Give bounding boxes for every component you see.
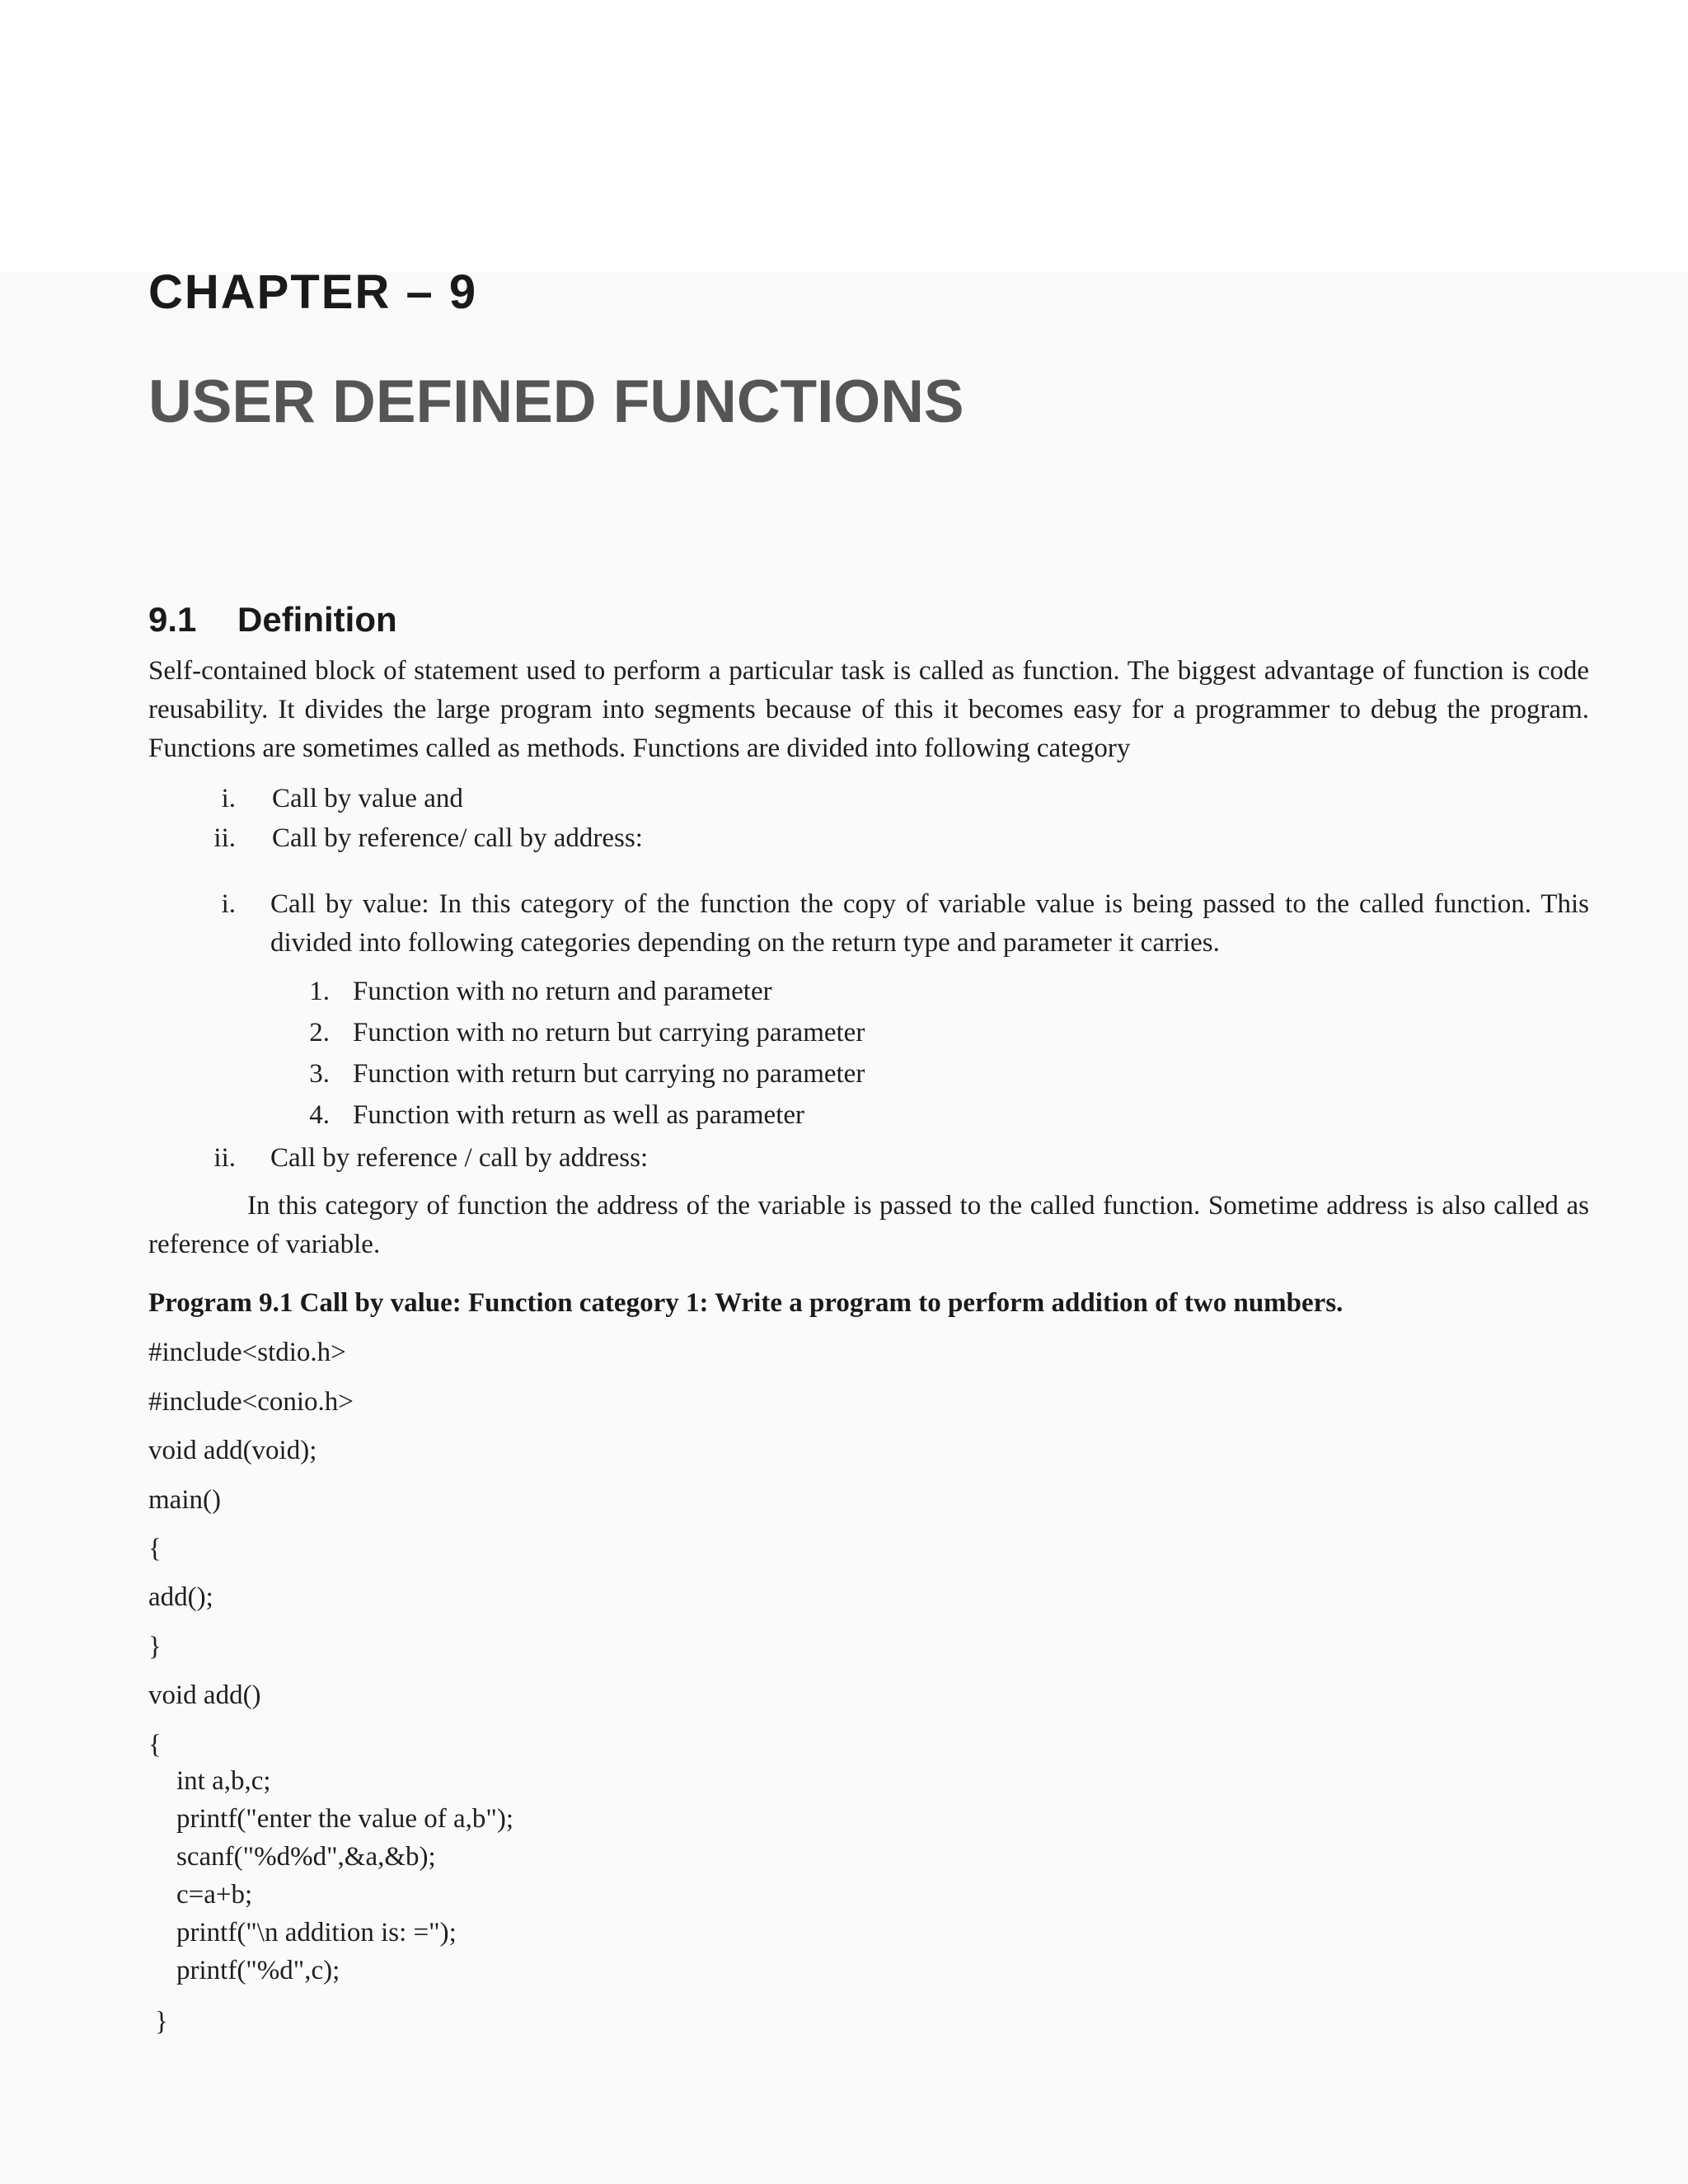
code-line: void add(void); (148, 1436, 317, 1465)
list-marker: 2. (309, 1018, 330, 1047)
chapter-title: USER DEFINED FUNCTIONS (148, 368, 964, 435)
section-heading (148, 595, 397, 644)
section-number: 9.1 (148, 600, 197, 639)
list-item-text: Function with return as well as parameter (353, 1100, 804, 1130)
list-item-text: Function with no return but carrying parameter (353, 1018, 865, 1047)
list-marker: 1. (309, 977, 330, 1006)
list-marker: i. (221, 889, 236, 919)
list-marker: 3. (309, 1059, 330, 1089)
code-line: { (148, 1534, 162, 1563)
list-item-text: Function with no return and parameter (353, 977, 772, 1006)
code-line: int a,b,c; (176, 1766, 271, 1796)
list-item-text: Call by reference / call by address: (270, 1143, 649, 1173)
code-line: void add() (148, 1680, 261, 1710)
code-line: #include<conio.h> (148, 1387, 354, 1417)
call-by-reference-paragraph: In this category of function the address of the variable is passed to the called function. Sometime address is also called as reference of variable. (148, 1191, 1589, 1259)
code-line: scanf("%d%d",&a,&b); (176, 1842, 436, 1872)
list-marker: ii. (213, 1143, 236, 1173)
code-line: printf("\n addition is: ="); (176, 1918, 457, 1947)
code-line: c=a+b; (176, 1880, 253, 1910)
list-item-text: Call by reference/ call by address: (272, 823, 643, 853)
list-marker: 4. (309, 1100, 330, 1130)
code-line: #include<stdio.h> (148, 1338, 346, 1367)
code-line: printf("%d",c); (176, 1956, 340, 1985)
code-line: add(); (148, 1582, 213, 1612)
call-by-value-text: Call by value: In this category of the function the copy of variable value is being passed to the called function. This divided into following categories depending on the return type and parameter it carries. (270, 889, 1589, 958)
section-title: Definition (237, 600, 397, 639)
chapter-label: CHAPTER – 9 (148, 265, 478, 319)
list-item-text: Function with return but carrying no parameter (353, 1059, 865, 1089)
code-line: { (148, 1730, 162, 1760)
code-line: printf("enter the value of a,b"); (176, 1804, 514, 1834)
list-item-text: Call by value and (272, 784, 463, 813)
code-line: main() (148, 1485, 221, 1515)
list-marker: ii. (213, 823, 236, 853)
code-line: } (148, 1632, 162, 1661)
code-line: } (155, 2007, 168, 2036)
program-heading: Program 9.1 Call by value: Function category 1: Write a program to perform addition of two numbers. (148, 1288, 1343, 1318)
list-marker: i. (221, 784, 236, 813)
definition-paragraph: Self-contained block of statement used to perform a particular task is called as function. The biggest advantage of function is code reusability. It divides the large program into segments because of this it becomes easy for a programmer to debug the program. Functions are sometimes called as methods. Functions are divided into following category (148, 656, 1589, 763)
